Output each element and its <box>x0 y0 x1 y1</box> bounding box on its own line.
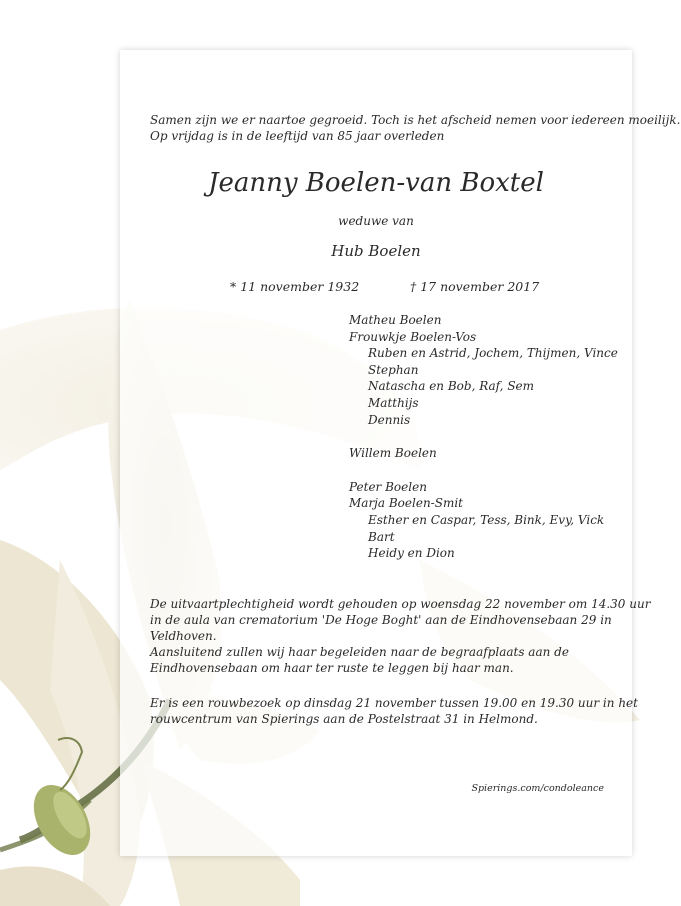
intro-line: Op vrijdag is in de leeftijd van 85 jaar overleden <box>150 129 445 143</box>
birth-date: * 11 november 1932 <box>230 279 360 294</box>
notice-line: De uitvaartplechtigheid wordt gehouden op woensdag 22 november om 14.30 uur <box>150 597 651 611</box>
notice-line: Veldhoven. <box>150 629 217 643</box>
spacer <box>349 428 618 445</box>
notice-line: Aansluitend zullen wij haar begeleiden naar de begraafplaats aan de <box>150 645 569 659</box>
visit-line: Er is een rouwbezoek op dinsdag 21 november tussen 19.00 en 19.30 uur in het <box>150 696 638 710</box>
grandchildren: Dennis <box>368 412 411 427</box>
family-member: Willem Boelen <box>349 446 437 461</box>
grandchildren: Stephan <box>368 362 419 377</box>
family-list <box>349 312 618 562</box>
intro-text <box>150 112 680 144</box>
spacer <box>349 462 618 479</box>
funeral-notice <box>150 596 650 676</box>
notice-line: in de aula van crematorium 'De Hoge Boght' aan de Eindhovensebaan 29 in <box>150 613 612 627</box>
family-member: Peter Boelen <box>349 479 427 494</box>
widow-of-label: weduwe van <box>338 214 414 228</box>
grandchildren: Heidy en Dion <box>368 546 455 561</box>
family-member: Marja Boelen-Smit <box>349 496 463 511</box>
obituary-card <box>120 50 681 856</box>
condolence-website-link[interactable]: Spierings.com/condoleance <box>471 783 604 794</box>
husband-name: Hub Boelen <box>331 242 421 260</box>
grandchildren: Bart <box>368 529 395 544</box>
deceased-name: Jeanny Boelen-van Boxtel <box>208 168 544 198</box>
visitation-notice <box>150 695 638 727</box>
grandchildren: Esther en Caspar, Tess, Bink, Evy, Vick <box>368 512 605 527</box>
grandchildren: Ruben en Astrid, Jochem, Thijmen, Vince <box>368 346 618 361</box>
intro-line: Samen zijn we er naartoe gegroeid. Toch is het afscheid nemen voor iedereen moeilijk. <box>150 113 681 127</box>
death-date: † 17 november 2017 <box>410 279 540 294</box>
grandchildren: Natascha en Bob, Raf, Sem <box>368 379 535 394</box>
family-member: Matheu Boelen <box>349 313 442 327</box>
family-member: Frouwkje Boelen-Vos <box>349 329 477 344</box>
grandchildren: Matthijs <box>368 395 419 410</box>
notice-line: Eindhovensebaan om haar ter ruste te leggen bij haar man. <box>150 661 514 675</box>
visit-line: rouwcentrum van Spierings aan de Postelstraat 31 in Helmond. <box>150 712 538 726</box>
